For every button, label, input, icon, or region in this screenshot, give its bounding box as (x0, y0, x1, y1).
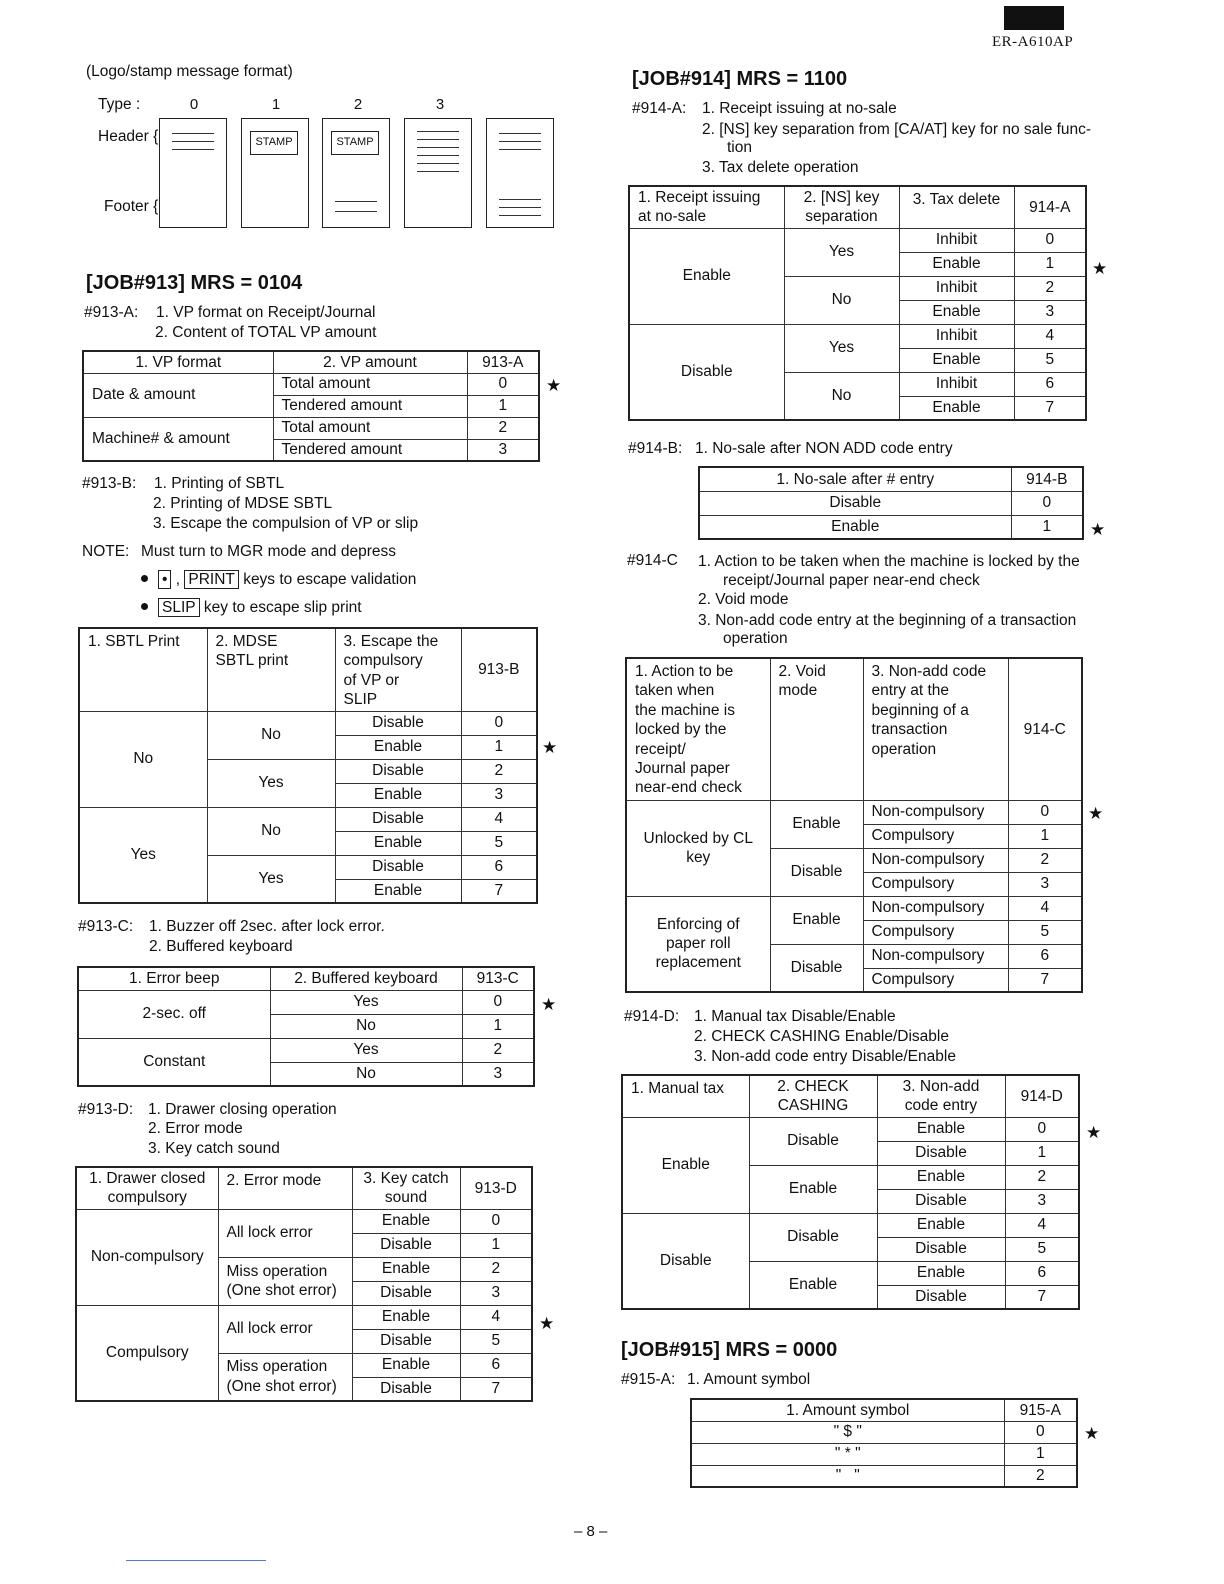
key-print: PRINT (184, 570, 239, 589)
cell: 0 (461, 711, 537, 735)
table-914a (628, 185, 1087, 421)
cell: Disable (352, 1233, 460, 1257)
913b-item: 2. Printing of MDSE SBTL (153, 495, 333, 512)
cell: 2-sec. off (78, 990, 270, 1038)
type-0: 0 (189, 96, 199, 113)
cell: Enable (622, 1117, 749, 1213)
913a-item: 1. VP format on Receipt/Journal (156, 304, 376, 321)
cell: 5 (1005, 1237, 1079, 1261)
cell: 3 (1014, 300, 1086, 324)
cell: 0 (467, 373, 539, 395)
cell: Disable (699, 491, 1011, 515)
cell: Enable (899, 252, 1014, 276)
table-913b (78, 627, 538, 904)
cell: " * " (691, 1443, 1004, 1465)
th: 913-A (467, 351, 539, 373)
type-1: 1 (271, 96, 281, 113)
cell: 3 (467, 439, 539, 461)
cell: Unlocked by CL key (626, 800, 770, 896)
cell: Non-compulsory (863, 944, 1008, 968)
cell: 0 (1004, 1421, 1077, 1443)
913c-label: #913-C: (78, 918, 134, 935)
cell: 1 (462, 1014, 534, 1038)
cell: 4 (1005, 1213, 1079, 1237)
cell: 1 (460, 1233, 532, 1257)
cell: 3 (460, 1281, 532, 1305)
cell: 1 (461, 735, 537, 759)
cell: 1 (1011, 515, 1083, 539)
th: 3. Non-add code entry (877, 1075, 1005, 1117)
cell: Enable (335, 783, 461, 807)
913c-item: 2. Buffered keyboard (149, 938, 293, 955)
table-914c (625, 657, 1083, 993)
cell: Non-compulsory (76, 1209, 218, 1305)
cell: Disable (335, 711, 461, 735)
th: 3. Key catch sound (352, 1167, 460, 1209)
cell: 0 (1005, 1117, 1079, 1141)
th: 2. [NS] key separation (784, 186, 899, 228)
913b-label: #913-B: (82, 475, 137, 492)
913d-item: 2. Error mode (148, 1120, 243, 1137)
th: 914-D (1005, 1075, 1079, 1117)
cell: 1 (1014, 252, 1086, 276)
cell: 0 (462, 990, 534, 1014)
th: 2. CHECK CASHING (749, 1075, 877, 1117)
default-star: ★ (1088, 804, 1104, 823)
cell: Enable (877, 1213, 1005, 1237)
cell: Compulsory (863, 824, 1008, 848)
cell: Disable (749, 1213, 877, 1261)
914a-item: 1. Receipt issuing at no-sale (702, 100, 897, 117)
914c-item: 1. Action to be taken when the machine is locked by the (698, 553, 1080, 570)
cell: Yes (784, 324, 899, 372)
914c-item: receipt/Journal paper near-end check (723, 572, 980, 589)
cell: Compulsory (76, 1305, 218, 1401)
th: 1. Receipt issuing at no-sale (629, 186, 784, 228)
cell: Yes (270, 1038, 462, 1062)
cell: Disable (335, 759, 461, 783)
key-dot: • (158, 570, 171, 589)
cell: 1 (1008, 824, 1082, 848)
slip-type-2 (322, 118, 390, 228)
th: 3. Tax delete (899, 186, 1014, 228)
cell: 2 (467, 417, 539, 439)
cell: 7 (461, 879, 537, 903)
cell: Disable (352, 1329, 460, 1353)
cell: All lock error (218, 1305, 352, 1353)
cell: 4 (461, 807, 537, 831)
cell: Disable (877, 1141, 1005, 1165)
cell: Enable (699, 515, 1011, 539)
cell: Total amount (273, 417, 467, 439)
cell: Machine# & amount (83, 417, 273, 461)
th: 3. Non-add code entry at the beginning of a transaction operation (863, 658, 1008, 800)
key-slip: SLIP (158, 598, 200, 617)
table-915a (690, 1398, 1078, 1488)
cell: Non-compulsory (863, 896, 1008, 920)
default-star: ★ (542, 738, 558, 757)
cell: 5 (460, 1329, 532, 1353)
corner-mark (1004, 6, 1064, 30)
914d-label: #914-D: (624, 1008, 680, 1025)
footer-rule (126, 1560, 266, 1561)
table-914d (621, 1074, 1080, 1310)
header-label: Header { (98, 128, 159, 145)
th: 2. Void mode (770, 658, 863, 800)
cell: 7 (1014, 396, 1086, 420)
cell: " $ " (691, 1421, 1004, 1443)
914d-item: 1. Manual tax Disable/Enable (694, 1008, 896, 1025)
note-text: Must turn to MGR mode and depress (141, 543, 397, 560)
slip-type-1 (241, 118, 309, 228)
cell: Yes (79, 807, 207, 903)
cell: Enable (629, 228, 784, 324)
default-star: ★ (1092, 259, 1108, 278)
page-number: – 8 – (574, 1523, 608, 1540)
cell: Enable (899, 348, 1014, 372)
table-913a (82, 350, 540, 462)
914c-item: operation (723, 630, 788, 647)
job915-title: [JOB#915] MRS = 0000 (621, 1339, 838, 1361)
default-star: ★ (539, 1314, 555, 1333)
cell: Inhibit (899, 276, 1014, 300)
cell: Yes (784, 228, 899, 276)
cell: Disable (770, 848, 863, 896)
type-2: 2 (353, 96, 363, 113)
cell: 5 (1008, 920, 1082, 944)
cell: No (270, 1062, 462, 1086)
cell: Disable (629, 324, 784, 420)
cell: Enforcing of paper roll replacement (626, 896, 770, 992)
cell: Enable (352, 1257, 460, 1281)
913d-label: #913-D: (78, 1101, 134, 1118)
note-line-1: • , PRINT keys to escape validation (141, 570, 416, 589)
cell: 2 (1005, 1165, 1079, 1189)
913c-item: 1. Buzzer off 2sec. after lock error. (149, 918, 385, 935)
914c-item: 2. Void mode (698, 591, 789, 608)
cell: 6 (1008, 944, 1082, 968)
th: 914-A (1014, 186, 1086, 228)
logo-caption: (Logo/stamp message format) (86, 63, 293, 80)
914a-item: 3. Tax delete operation (702, 159, 859, 176)
cell: 0 (460, 1209, 532, 1233)
cell: 4 (1014, 324, 1086, 348)
cell: Enable (749, 1165, 877, 1213)
cell: No (784, 372, 899, 420)
cell: 3 (462, 1062, 534, 1086)
cell: 2 (1014, 276, 1086, 300)
model-number: ER-A610AP (992, 34, 1074, 50)
913b-item: 1. Printing of SBTL (154, 475, 285, 492)
cell: 2 (462, 1038, 534, 1062)
cell: Tendered amount (273, 439, 467, 461)
th: 913-C (462, 967, 534, 990)
cell: Enable (335, 735, 461, 759)
job913-title: [JOB#913] MRS = 0104 (86, 272, 303, 294)
cell: 3 (1008, 872, 1082, 896)
913d-item: 1. Drawer closing operation (148, 1101, 337, 1118)
cell: 3 (1005, 1189, 1079, 1213)
th: 2. Error mode (218, 1167, 352, 1209)
cell: Enable (749, 1261, 877, 1309)
cell: Enable (770, 896, 863, 944)
cell: Enable (352, 1305, 460, 1329)
slip-type-0 (159, 118, 227, 228)
914b-item: 1. No-sale after NON ADD code entry (695, 440, 953, 457)
cell: 1 (467, 395, 539, 417)
cell: Disable (877, 1285, 1005, 1309)
th: 915-A (1004, 1399, 1077, 1421)
cell: Disable (749, 1117, 877, 1165)
cell: Enable (877, 1261, 1005, 1285)
cell: All lock error (218, 1209, 352, 1257)
914a-label: #914-A: (632, 100, 687, 117)
th: 1. VP format (83, 351, 273, 373)
default-star: ★ (1086, 1123, 1102, 1142)
cell: 6 (1005, 1261, 1079, 1285)
job914-title: [JOB#914] MRS = 1100 (632, 68, 848, 90)
cell: 6 (461, 855, 537, 879)
th: 914-B (1011, 467, 1083, 491)
cell: Inhibit (899, 228, 1014, 252)
th: 1. Drawer closed compulsory (76, 1167, 218, 1209)
914d-item: 3. Non-add code entry Disable/Enable (694, 1048, 956, 1065)
th: 1. Action to be taken when the machine is locked by the receipt/ Journal paper near-end check (626, 658, 770, 800)
table-914b (698, 466, 1084, 540)
cell: Tendered amount (273, 395, 467, 417)
cell: 5 (1014, 348, 1086, 372)
cell: Enable (899, 300, 1014, 324)
cell: No (207, 807, 335, 855)
cell: No (270, 1014, 462, 1038)
cell: 6 (460, 1353, 532, 1377)
913a-item: 2. Content of TOTAL VP amount (155, 324, 377, 341)
cell: 6 (1014, 372, 1086, 396)
table-913d (75, 1166, 533, 1402)
th: 3. Escape the compulsory of VP or SLIP (335, 628, 461, 711)
cell: Inhibit (899, 372, 1014, 396)
cell: 2 (461, 759, 537, 783)
cell: Compulsory (863, 872, 1008, 896)
cell: 2 (1004, 1465, 1077, 1487)
slip-type-3 (404, 118, 472, 228)
cell: Miss operation (One shot error) (218, 1353, 352, 1401)
cell: Enable (352, 1353, 460, 1377)
cell: Inhibit (899, 324, 1014, 348)
th: 1. Manual tax (622, 1075, 749, 1117)
cell: Non-compulsory (863, 848, 1008, 872)
cell: 2 (460, 1257, 532, 1281)
default-star: ★ (546, 376, 562, 395)
cell: 0 (1014, 228, 1086, 252)
cell: Disable (877, 1189, 1005, 1213)
default-star: ★ (541, 995, 557, 1014)
914a-item: tion (727, 139, 752, 156)
stamp-box: STAMP (250, 131, 298, 155)
note-label: NOTE: (82, 543, 130, 560)
cell: Disable (335, 807, 461, 831)
th: 1. Amount symbol (691, 1399, 1004, 1421)
cell: Enable (877, 1117, 1005, 1141)
default-star: ★ (1084, 1424, 1100, 1443)
th: 1. No-sale after # entry (699, 467, 1011, 491)
cell: 2 (1008, 848, 1082, 872)
cell: " " (691, 1465, 1004, 1487)
914a-item: 2. [NS] key separation from [CA/AT] key for no sale func- (702, 121, 1092, 138)
th: 1. SBTL Print (79, 628, 207, 711)
cell: 7 (460, 1377, 532, 1401)
stamp-box: STAMP (331, 131, 379, 155)
cell: No (784, 276, 899, 324)
cell: No (79, 711, 207, 807)
th: 2. MDSE SBTL print (207, 628, 335, 711)
footer-label: Footer { (104, 198, 159, 215)
cell: Non-compulsory (863, 800, 1008, 824)
914d-item: 2. CHECK CASHING Enable/Disable (694, 1028, 949, 1045)
cell: Constant (78, 1038, 270, 1086)
913b-item: 3. Escape the compulsion of VP or slip (153, 515, 419, 532)
th: 2. Buffered keyboard (270, 967, 462, 990)
cell: Miss operation (One shot error) (218, 1257, 352, 1305)
th: 914-C (1008, 658, 1082, 800)
cell: Compulsory (863, 920, 1008, 944)
table-913c (77, 966, 535, 1087)
cell: Enable (877, 1165, 1005, 1189)
th: 913-B (461, 628, 537, 711)
914b-label: #914-B: (628, 440, 683, 457)
th: 1. Error beep (78, 967, 270, 990)
default-star: ★ (1090, 520, 1106, 539)
cell: Total amount (273, 373, 467, 395)
914c-label: #914-C (627, 552, 678, 569)
cell: Yes (270, 990, 462, 1014)
cell: 1 (1004, 1443, 1077, 1465)
cell: 7 (1008, 968, 1082, 992)
cell: Disable (352, 1281, 460, 1305)
cell: 0 (1011, 491, 1083, 515)
cell: Date & amount (83, 373, 273, 417)
cell: Disable (770, 944, 863, 992)
cell: 1 (1005, 1141, 1079, 1165)
915a-label: #915-A: (621, 1371, 676, 1388)
cell: Disable (352, 1377, 460, 1401)
cell: Enable (899, 396, 1014, 420)
th: 2. VP amount (273, 351, 467, 373)
type-3: 3 (435, 96, 445, 113)
cell: Yes (207, 855, 335, 903)
913a-label: #913-A: (84, 304, 139, 321)
915a-item: 1. Amount symbol (687, 1371, 811, 1388)
type-label: Type : (98, 96, 141, 113)
cell: Compulsory (863, 968, 1008, 992)
cell: No (207, 711, 335, 759)
cell: Disable (622, 1213, 749, 1309)
cell: Enable (335, 879, 461, 903)
note-line-2: SLIP key to escape slip print (141, 598, 362, 617)
cell: 5 (461, 831, 537, 855)
cell: Enable (770, 800, 863, 848)
slip-type-5 (486, 118, 554, 228)
cell: Disable (877, 1237, 1005, 1261)
914c-item: 3. Non-add code entry at the beginning of a transaction (698, 612, 1077, 629)
cell: Enable (335, 831, 461, 855)
cell: Enable (352, 1209, 460, 1233)
913d-item: 3. Key catch sound (148, 1140, 280, 1157)
cell: 4 (1008, 896, 1082, 920)
cell: Yes (207, 759, 335, 807)
th: 913-D (460, 1167, 532, 1209)
cell: 4 (460, 1305, 532, 1329)
cell: 0 (1008, 800, 1082, 824)
cell: 3 (461, 783, 537, 807)
cell: Disable (335, 855, 461, 879)
cell: 7 (1005, 1285, 1079, 1309)
